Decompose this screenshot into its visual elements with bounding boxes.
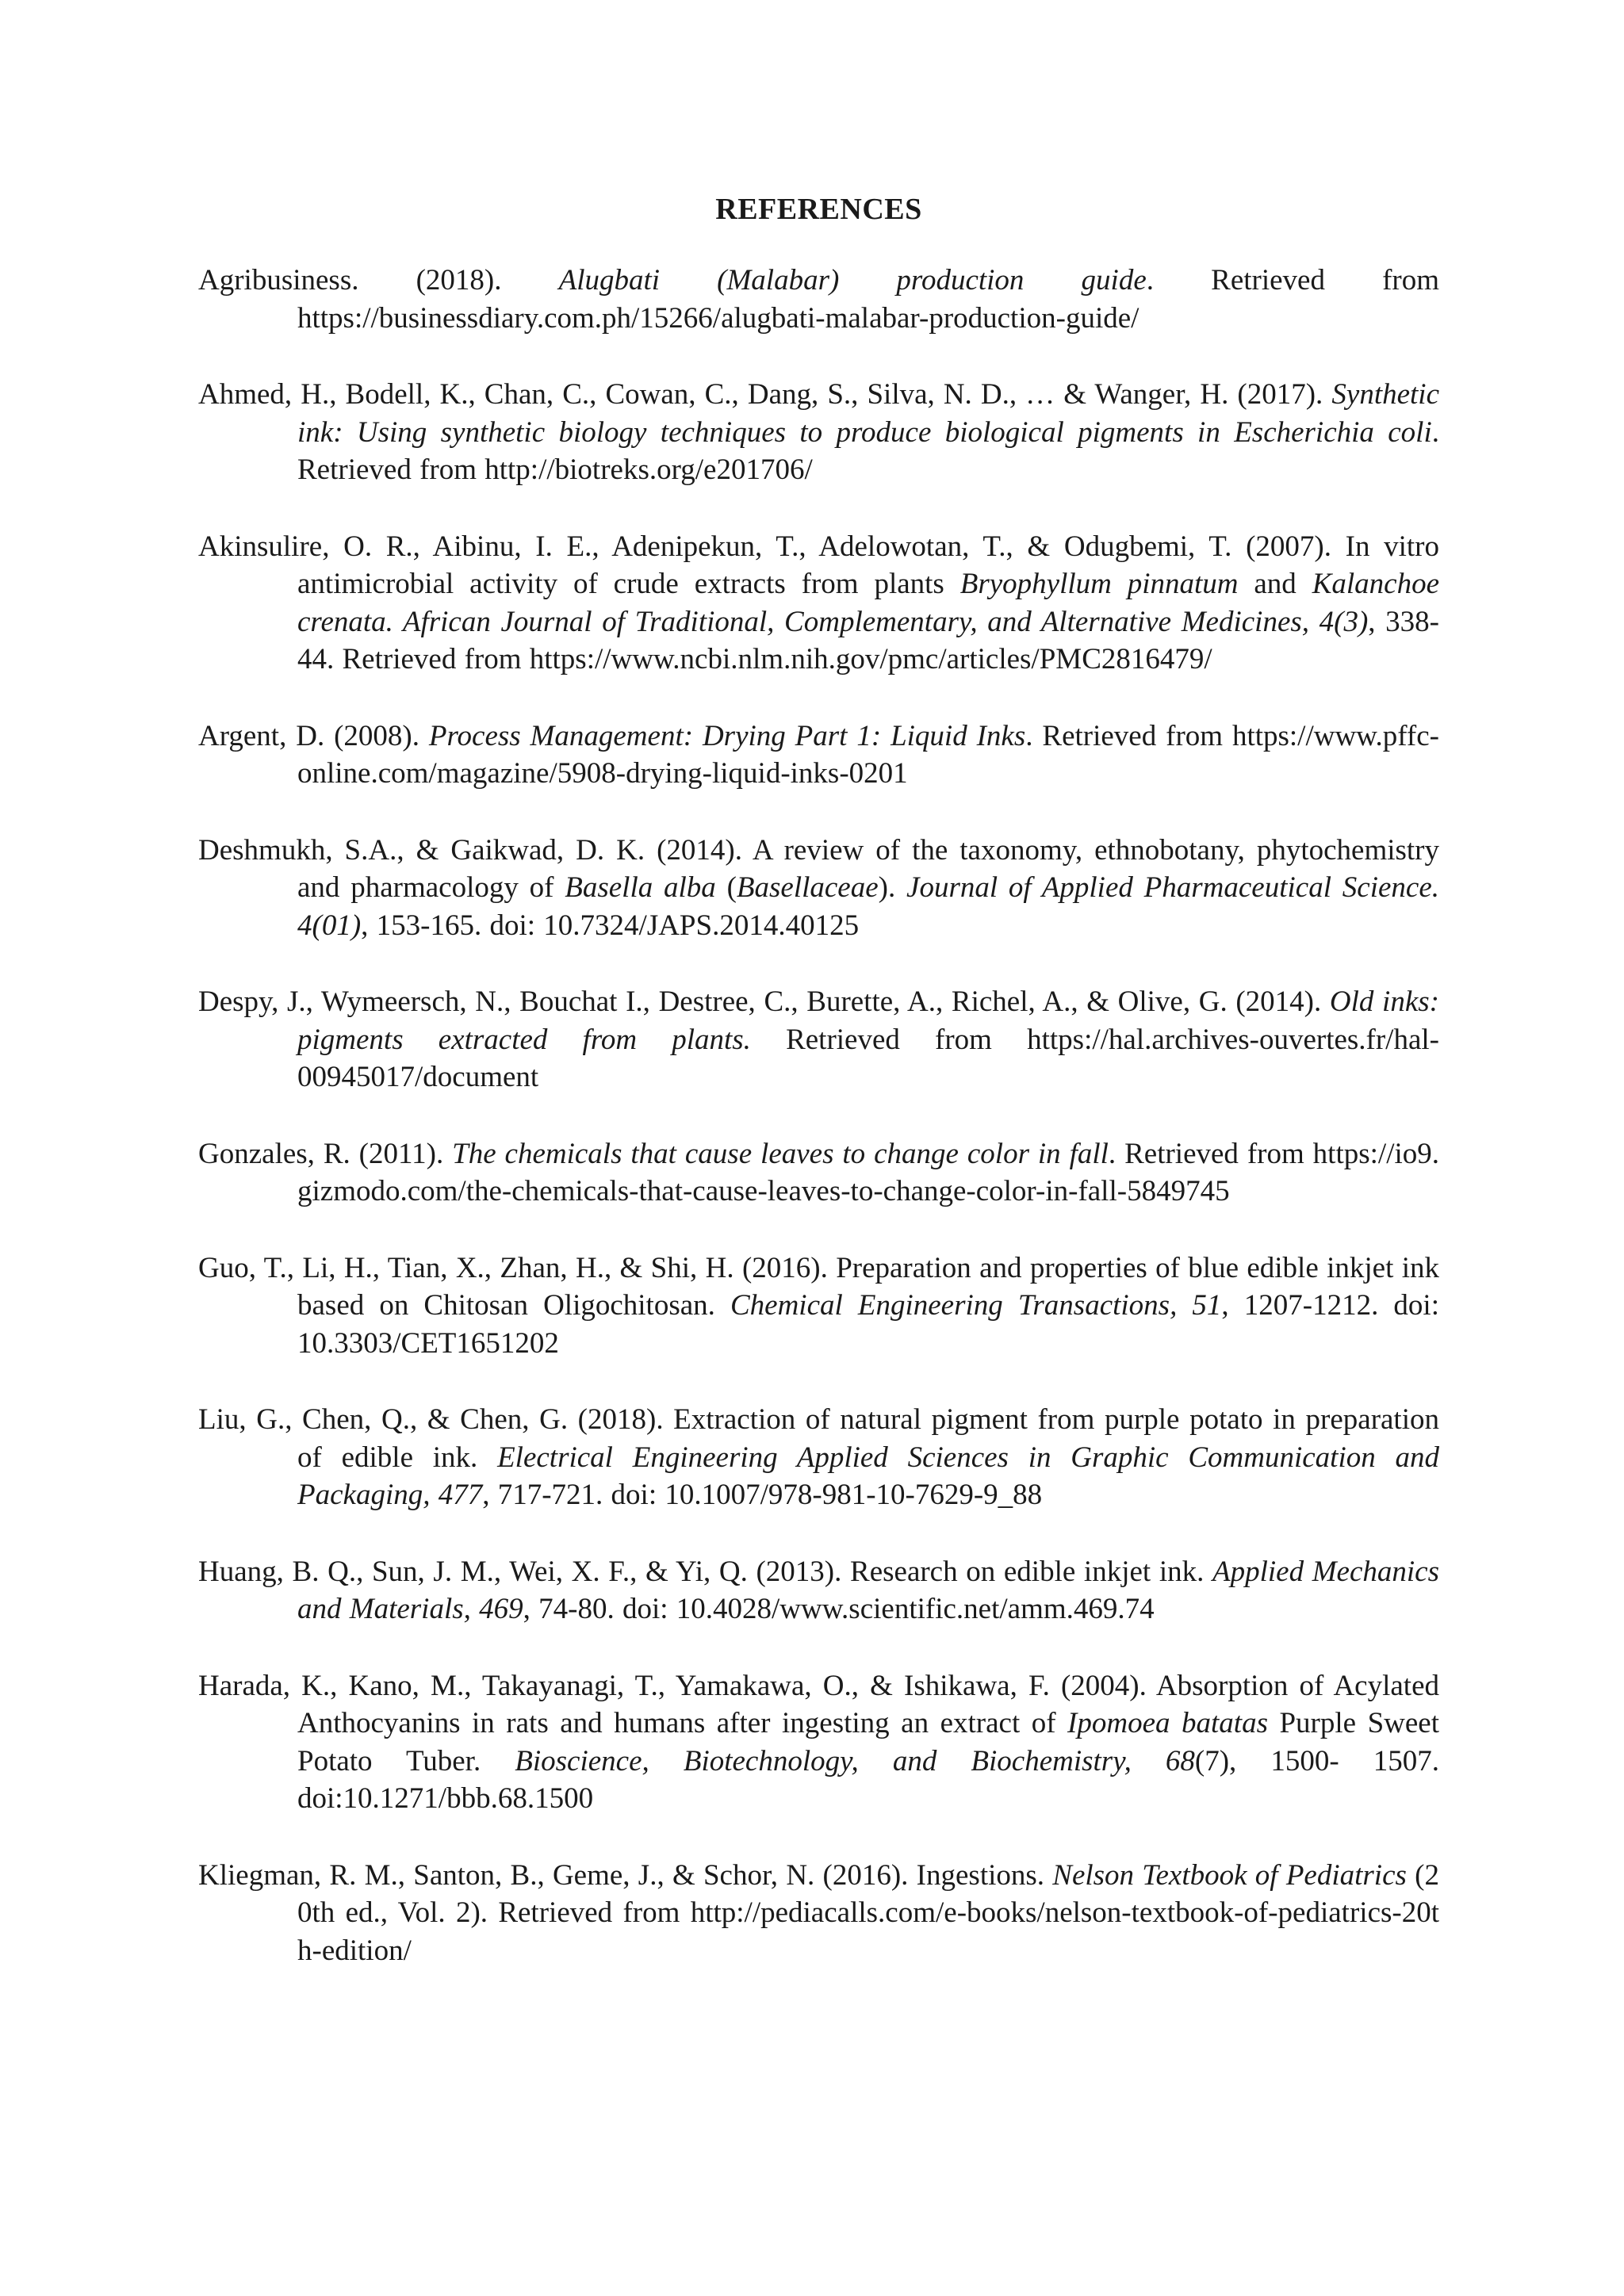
reference-entry <box>198 1553 1439 1628</box>
reference-entry <box>198 1249 1439 1363</box>
reference-species: Ipomoea batatas <box>1067 1707 1268 1739</box>
reference-entry <box>198 983 1439 1096</box>
reference-text: Retrieved from https://hal.archives-ouvertes.fr/hal-00945017/document <box>297 1023 1439 1093</box>
references-page <box>198 190 1439 2008</box>
reference-text: , 338-44. Retrieved from https://www.ncbi.nlm.nih.gov/pmc/articles/PMC2816479/ <box>297 605 1439 675</box>
reference-title: Old inks: pigments extracted from plants. <box>297 985 1439 1056</box>
reference-title: Nelson Textbook of Pediatrics <box>1052 1858 1407 1892</box>
reference-text: ). <box>878 871 907 904</box>
reference-journal: Bioscience, Biotechnology, and Biochemistry, 68 <box>515 1744 1195 1777</box>
reference-text: Argent, D. (2008). <box>198 719 429 752</box>
reference-journal: Applied Mechanics and Materials, 469 <box>297 1555 1439 1625</box>
reference-text: Purple Sweet Potato Tuber. <box>297 1707 1439 1777</box>
reference-entry <box>198 1667 1439 1818</box>
reference-text: . Retrieved from https://io9.gizmodo.com/the-chemicals-that-cause-leaves-to-change-color-in-fall-5849745 <box>297 1137 1439 1207</box>
reference-text: , 74-80. doi: 10.4028/www.scientific.net/amm.469.74 <box>523 1593 1155 1625</box>
reference-text: Gonzales, R. (2011). <box>198 1137 453 1170</box>
reference-text: Despy, J., Wymeersch, N., Bouchat I., Destree, C., Burette, A., Richel, A., & Olive, G. (2014). <box>198 985 1330 1018</box>
reference-family: Basellaceae <box>736 871 879 904</box>
reference-text: ( <box>715 871 737 904</box>
reference-journal: Journal of Applied Pharmaceutical Science. 4(01) <box>297 871 1439 942</box>
reference-species: Bryophyllum pinnatum <box>959 568 1239 600</box>
reference-text: . Retrieved from https://www.pffc-online.com/magazine/5908-drying-liquid-inks-0201 <box>297 719 1439 790</box>
reference-text: Agribusiness. (2018). <box>198 264 559 297</box>
reference-entry <box>198 262 1439 337</box>
reference-text: Kliegman, R. M., Santon, B., Geme, J., & Schor, N. (2016). Ingestions. <box>198 1858 1053 1892</box>
reference-text: . Retrieved from https://businessdiary.com.ph/15266/alugbati-malabar-production-guide/ <box>297 264 1440 335</box>
reference-text: (20th ed., Vol. 2). Retrieved from http://pediacalls.com/e-books/nelson-textbook-of-pediatrics-20th-edition/ <box>297 1858 1439 1967</box>
reference-text: Guo, T., Li, H., Tian, X., Zhan, H., & Shi, H. (2016). Preparation and properties of blue edible inkjet ink based on Chitosan Oligochitosan. <box>198 1251 1439 1322</box>
reference-journal: Kalanchoe crenata. African Journal of Traditional, Complementary, and Alternative Medicines, 4(3) <box>297 568 1439 638</box>
reference-text: and <box>1238 568 1312 600</box>
reference-text: . Retrieved from http://biotreks.org/e201706/ <box>297 415 1439 486</box>
reference-journal: Chemical Engineering Transactions, 51 <box>730 1289 1222 1322</box>
reference-text: Ahmed, H., Bodell, K., Chan, C., Cowan, C., Dang, S., Silva, N. D., … & Wanger, H. (2017). <box>198 378 1332 411</box>
reference-title: Alugbati (Malabar) production guide <box>558 264 1147 297</box>
reference-text: Deshmukh, S.A., & Gaikwad, D. K. (2014). A review of the taxonomy, ethnobotany, phytochemistry and pharmacology of <box>198 833 1439 904</box>
page-title: REFERENCES <box>715 193 922 226</box>
reference-journal: Electrical Engineering Applied Sciences in Graphic Communication and Packaging, 477 <box>297 1441 1439 1511</box>
reference-entry <box>198 832 1439 945</box>
reference-title: The chemicals that cause leaves to change color in fall <box>452 1137 1109 1170</box>
reference-entry <box>198 1857 1439 1970</box>
reference-text: , 153-165. doi: 10.7324/JAPS.2014.40125 <box>361 909 860 942</box>
reference-text: Harada, K., Kano, M., Takayanagi, T., Yamakawa, O., & Ishikawa, F. (2004). Absorption of Acylated Anthocyanins in rats and humans after ingesting an extract of <box>198 1669 1439 1739</box>
reference-entry <box>198 1401 1439 1514</box>
reference-title: Synthetic ink: Using synthetic biology techniques to produce biological pigments in Escherichia coli <box>297 378 1439 449</box>
reference-entry <box>198 718 1439 793</box>
reference-text: Huang, B. Q., Sun, J. M., Wei, X. F., & Yi, Q. (2013). Research on edible inkjet ink. <box>198 1555 1212 1588</box>
reference-text: , 717-721. doi: 10.1007/978-981-10-7629-9_88 <box>482 1479 1043 1511</box>
reference-title: Process Management: Drying Part 1: Liquid Inks <box>428 719 1026 752</box>
reference-text: Akinsulire, O. R., Aibinu, I. E., Adenipekun, T., Adelowotan, T., & Odugbemi, T. (2007). In vitro antimicrobial activity of crude extracts from plants <box>198 530 1439 600</box>
reference-entry <box>198 528 1439 679</box>
reference-species: Basella alba <box>565 871 716 904</box>
reference-entry <box>198 1135 1439 1211</box>
reference-entry <box>198 376 1439 489</box>
reference-text: (7), 1500- 1507. doi:10.1271/bbb.68.1500 <box>297 1744 1439 1815</box>
reference-text: Liu, G., Chen, Q., & Chen, G. (2018). Extraction of natural pigment from purple potato in preparation of edible ink. <box>198 1403 1439 1474</box>
reference-text: , 1207-1212. doi: 10.3303/CET1651202 <box>297 1289 1439 1360</box>
